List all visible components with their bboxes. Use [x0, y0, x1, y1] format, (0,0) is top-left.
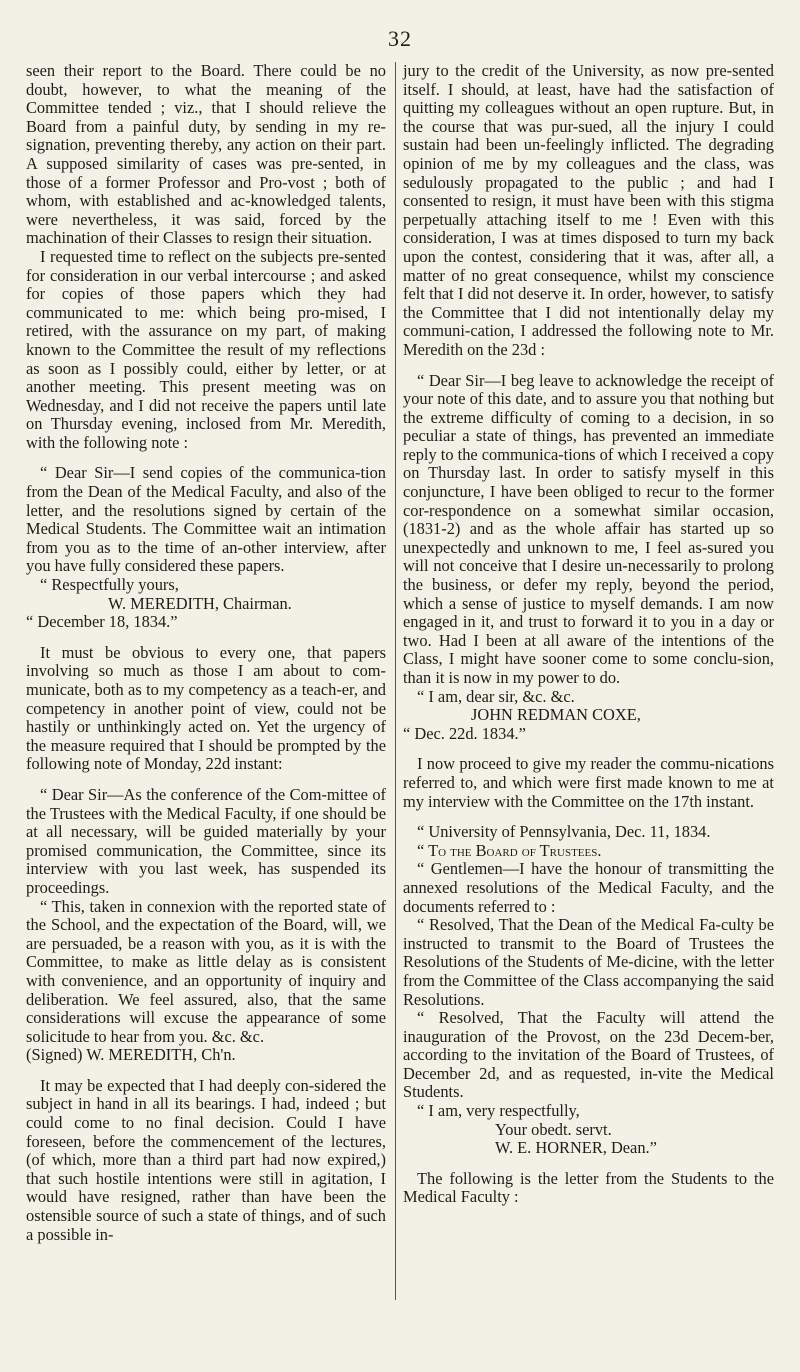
letter-closing: “ Respectfully yours,: [40, 575, 179, 595]
letter-date: “ December 18, 1834.”: [26, 612, 178, 632]
letter-signature: JOHN REDMAN COXE,: [471, 705, 641, 725]
right-column: [403, 62, 774, 1207]
letter-signature: W. MEREDITH, Chairman.: [108, 593, 292, 613]
letter-closing: Your obedt. servt.: [495, 1119, 612, 1139]
quoted-letter: “ Gentlemen—I have the honour of transmitting the annexed resolutions of the Medical Faculty, and the documents referred to :: [403, 859, 774, 916]
paragraph: It must be obvious to every one, that papers involving so much as those I am about to com-municate, both as to my competency as a teach-er, and competency in another point of view, could not be hastily or unthinkingly acted on. Yet the urgency of the measure required that I should be prompted by the following note of Monday, 22d instant:: [26, 642, 386, 774]
letter-heading: “ University of Pennsylvania, Dec. 11, 1834.: [417, 822, 711, 842]
quoted-letter: “ Dear Sir—I send copies of the communica-tion from the Dean of the Medical Faculty, and also of the letter, and the resolutions signed by certain of the Medical Students. The Committee wait an intimation from you as to the time of an-other interview, after you have fully considered these papers.: [26, 463, 386, 576]
quoted-letter: “ Dear Sir—I beg leave to acknowledge the receipt of your note of this date, and to assure you that nothing but the extreme difficulty of coming to a decision, in so peculiar a state of things, has prevented an immediate reply to the communica-tions of which I received a copy on Thursday last. In order to satisfy myself in this conjuncture, I have been obliged to recur to the former cor-respondence on a somewhat similar occasion, (1831-2) and as the whole affair has started up so unexpectedly and unknown to me, I feel as-sured you will not conceive that I desire un-necessarily to prolong the business, or defer my reply, beyond the period, which a sense of justice to myself demands. I am now engaged in it, and trust to forward it to you in a day or two. Had I been at all aware of the intentions of the Class, I might have sooner come to some conclu-sion, than it is now in my power to do.: [403, 370, 774, 687]
paragraph: I now proceed to give my reader the commu-nications referred to, and which were first made known to me at my interview with the Committee on the 17th instant.: [403, 754, 774, 811]
letter-date: “ Dec. 22d. 1834.”: [403, 723, 526, 743]
paragraph: jury to the credit of the University, as now pre-sented itself. I should, at least, have had the satisfaction of quitting my colleagues without an open rupture. But, in the course that was pur-sued, all the injury I could sustain had been un-feelingly inflicted. The degrading opinion of me by my colleagues and the class, was sedulously propagated to the public ; and had I consented to resign, it must have been with this stigma perpetually attaching itself to me ! Even with this consideration, I was at times disposed to turn my back upon the contest, considering that it was, after all, a matter of no great consequence, whilst my conscience felt that I did not deserve it. In order, however, to satisfy the Committee that I did not intentionally delay my communi-cation, I addressed the following note to Mr. Meredith on the 23d :: [403, 61, 774, 359]
left-column: [26, 62, 386, 1244]
quoted-letter: “ Dear Sir—As the conference of the Com-mittee of the Trustees with the Medical Faculty, if one should be at all necessary, will be guided materially by your promised communication, the Committee, since its interview with you last week, has suspended its proceedings.: [26, 784, 386, 897]
resolution: “ Resolved, That the Faculty will attend the inauguration of the Provost, on the 23d Decem-ber, according to the invitation of the Board of Trustees, of December 2d, and as requested, in-vite the Medical Students.: [403, 1008, 774, 1102]
page-number: 32: [388, 26, 412, 51]
letter-closing: “ I am, very respectfully,: [417, 1101, 580, 1121]
paragraph: The following is the letter from the Students to the Medical Faculty :: [403, 1168, 774, 1207]
letter-signature: (Signed) W. MEREDITH, Ch'n.: [26, 1045, 236, 1065]
paragraph: I requested time to reflect on the subjects pre-sented for consideration in our verbal intercourse ; and asked for copies of those papers which they had communicated to me: which being pro-mised, I retired, with the assurance on my part, of making known to the Committee the result of my reflections as soon as I possibly could, either by letter, or at another meeting. This present meeting was on Wednesday, and I did not receive the papers until late on Thursday evening, inclosed from Mr. Meredith, with the following note :: [26, 246, 386, 452]
column-divider: [395, 62, 396, 1300]
letter-address: “ To the Board of Trustees.: [417, 840, 602, 860]
paragraph: seen their report to the Board. There could be no doubt, however, to what the meaning of the Committee tended ; viz., that I should relieve the Board from a painful duty, by sending in my re-signation, preventing thereby, any action on their part. A supposed similarity of cases was pre-sented, in those of a former Professor and Pro-vost ; both of whom, with established and ac-knowledged talents, were nevertheless, it was said, forced by the machination of their Classes to resign their situation.: [26, 61, 386, 248]
letter-signature: W. E. HORNER, Dean.”: [495, 1138, 657, 1158]
quoted-letter: “ This, taken in connexion with the reported state of the School, and the expectation of the Board, will, we are persuaded, be a reason with you, as it is with the Committee, to make as little delay as is consistent with convenience, and an opportunity of inquiry and deliberation. We feel assured, also, that the same considerations will excuse the appearance of some solicitude to hear from you. &c. &c.: [26, 896, 386, 1046]
resolution: “ Resolved, That the Dean of the Medical Fa-culty be instructed to transmit to the Board of Trustees the Resolutions of the Students of Me-dicine, with the letter from the Committee of the Class accompanying the said Resolutions.: [403, 915, 774, 1009]
paragraph: It may be expected that I had deeply con-sidered the subject in hand in all its bearings. I had, indeed ; but could come to no final decision. Could I have foreseen, before the commencement of the lectures, (of which, more than a third part had now expired,) that such hostile intentions were still in agitation, I would have resigned, rather than have been the ostensible source of such a state of things, and of such a possible in-: [26, 1075, 386, 1244]
letter-closing: “ I am, dear sir, &c. &c.: [417, 686, 575, 706]
